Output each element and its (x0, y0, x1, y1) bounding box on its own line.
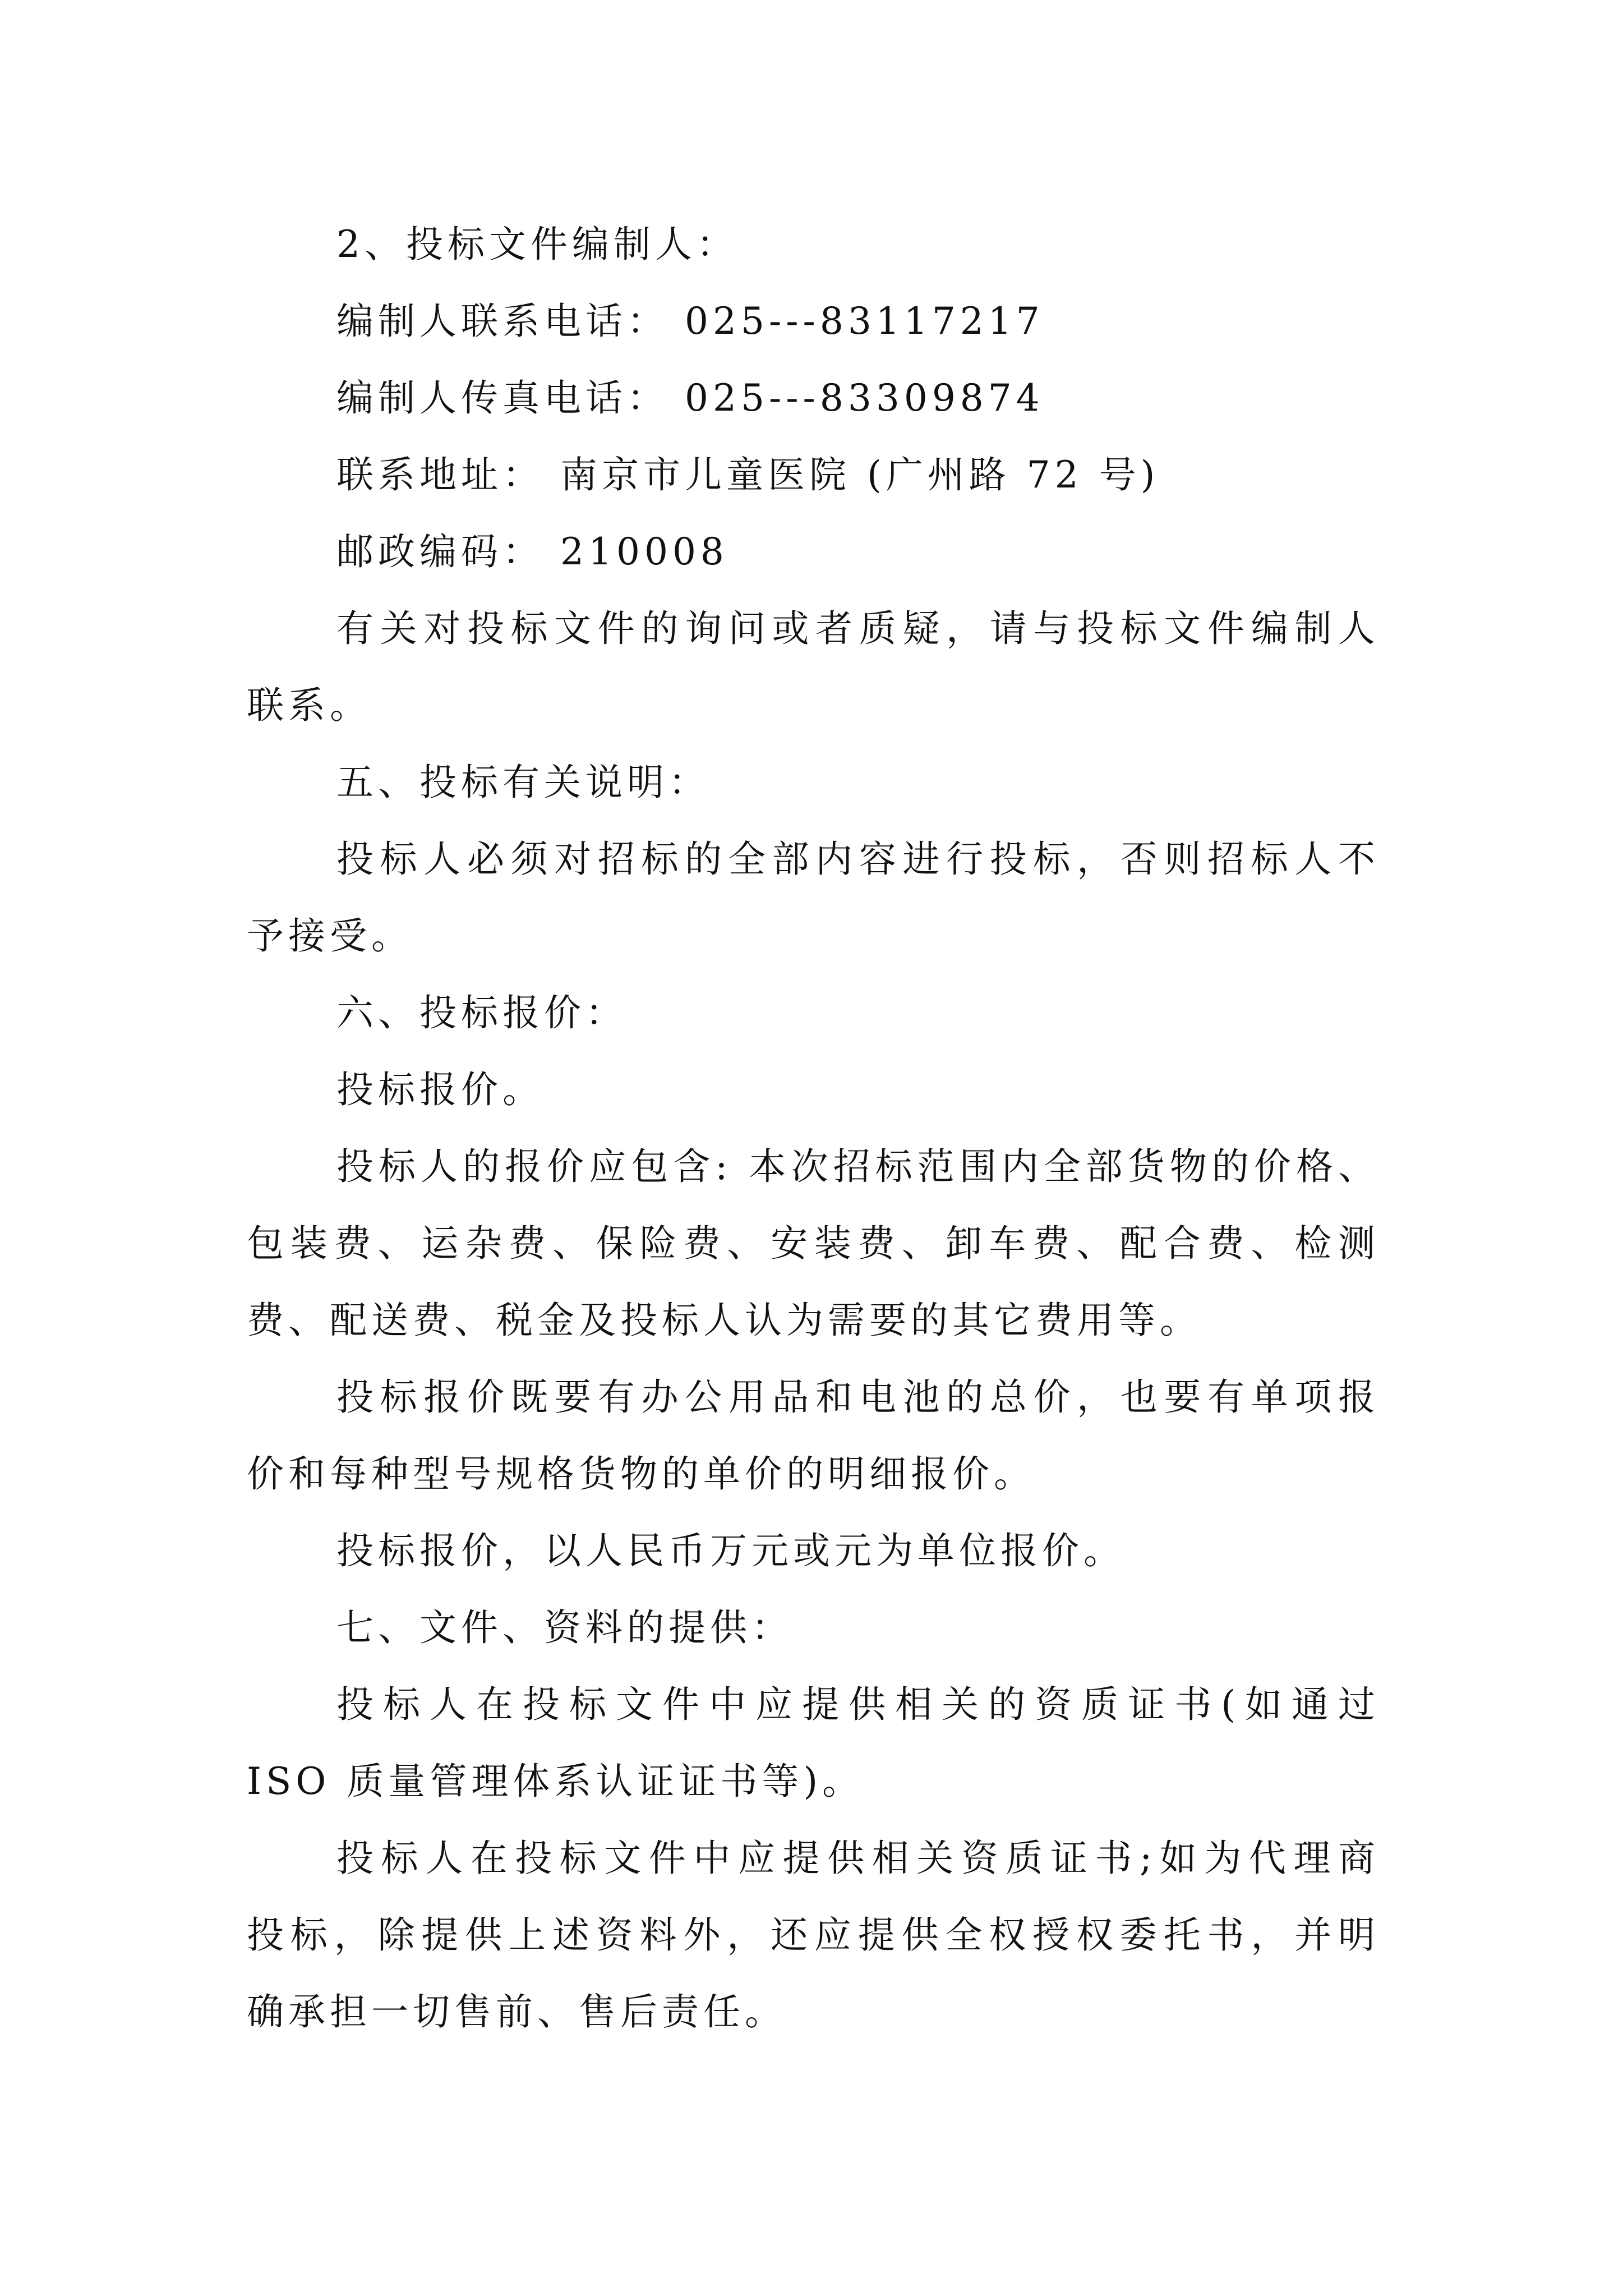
paragraph-line: 确承担一切售前、售后责任。 (247, 1990, 786, 2033)
paragraph-line: 投标人在投标文件中应提供相关的资质证书(如通过 (336, 1683, 1380, 1726)
paragraph-line: 投标人的报价应包含: 本次招标范围内全部货物的价格、 (336, 1145, 1380, 1188)
postal-code: 邮政编码： 210008 (336, 530, 728, 573)
paragraph-line: 投标报价既要有办公用品和电池的总价，也要有单项报 (336, 1375, 1380, 1419)
paragraph-line: 投标人必须对招标的全部内容进行投标，否则招标人不 (336, 838, 1380, 881)
section-heading-7: 七、文件、资料的提供： (336, 1606, 793, 1649)
paragraph-line: 价和每种型号规格货物的单价的明细报价。 (247, 1452, 1035, 1496)
paragraph-line: 包装费、运杂费、保险费、安装费、卸车费、配合费、检测 (247, 1222, 1380, 1265)
paragraph-line: 投标人在投标文件中应提供相关资质证书;如为代理商 (336, 1837, 1380, 1880)
paragraph-line: 投标报价。 (336, 1068, 544, 1111)
paragraph-line: 费、配送费、税金及投标人认为需要的其它费用等。 (247, 1299, 1201, 1342)
paragraph-line: 投标报价，以人民币万元或元为单位报价。 (336, 1529, 1125, 1572)
section-heading-compiler: 2、投标文件编制人： (336, 223, 738, 266)
paragraph-line: 投标，除提供上述资料外，还应提供全权授权委托书，并明 (247, 1913, 1380, 1957)
paragraph-line: 联系。 (247, 684, 371, 727)
section-heading-6: 六、投标报价： (336, 991, 627, 1034)
paragraph-line: 有关对投标文件的询问或者质疑，请与投标文件编制人 (336, 607, 1380, 650)
contact-address: 联系地址： 南京市儿童医院 (广州路 72 号) (336, 453, 1160, 496)
section-heading-5: 五、投标有关说明： (336, 761, 710, 804)
compiler-fax: 编制人传真电话： 025---83309874 (336, 376, 1044, 420)
paragraph-line: 予接受。 (247, 914, 413, 958)
paragraph-line: ISO 质量管理体系认证证书等)。 (247, 1760, 864, 1803)
compiler-phone: 编制人联系电话： 025---83117217 (336, 300, 1044, 343)
